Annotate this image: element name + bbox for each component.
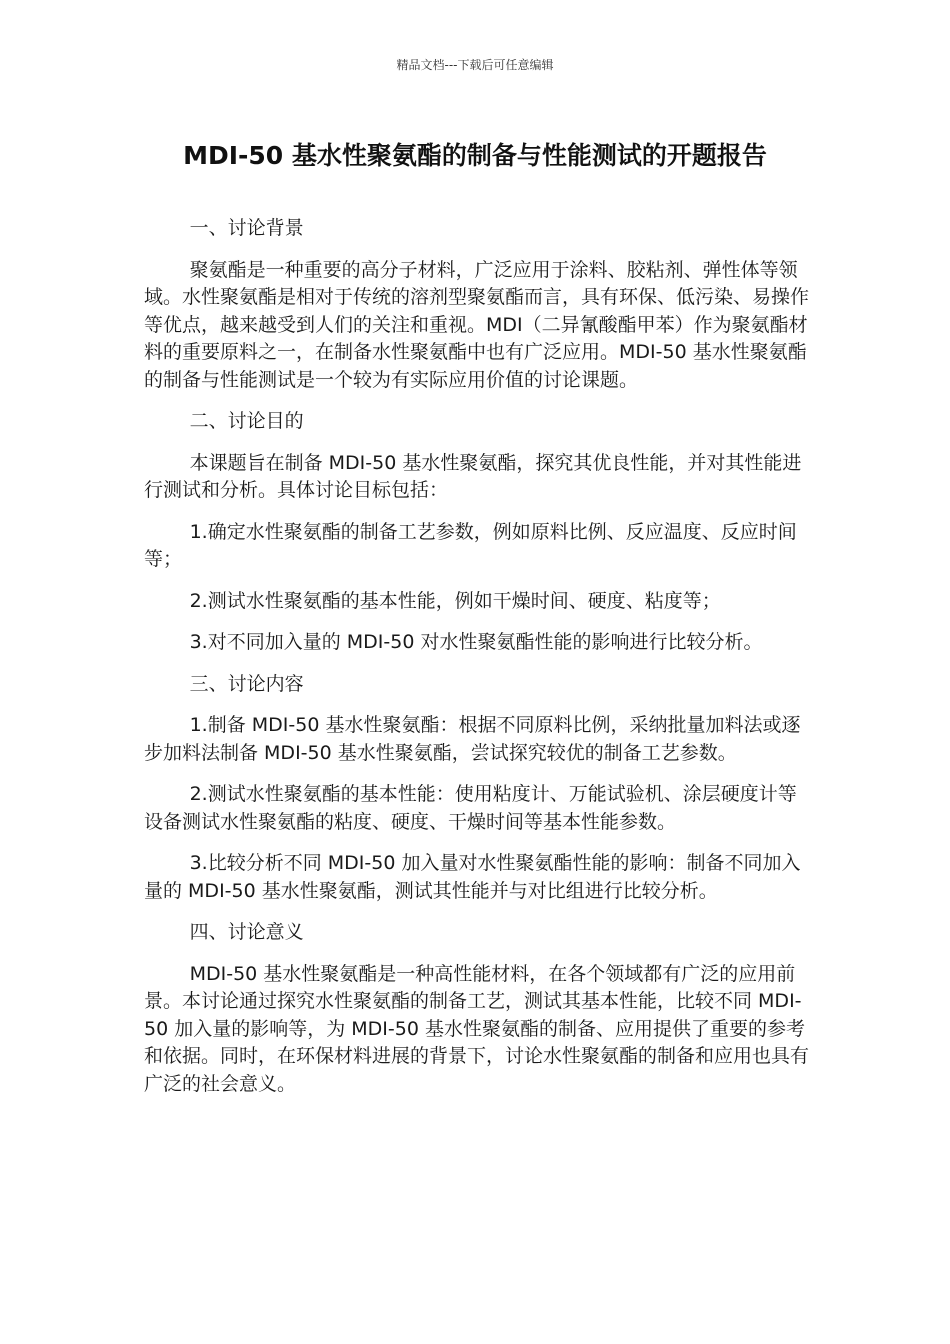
list-item-content-3: 3.比较分析不同 MDI-50 加入量对水性聚氨酯性能的影响：制备不同加入量的 MDI-50 基水性聚氨酯，测试其性能并与对比组进行比较分析。 <box>144 852 801 902</box>
paragraph-background: 聚氨酯是一种重要的高分子材料，广泛应用于涂料、胶粘剂、弹性体等领域。水性聚氨酯是相对于传统的溶剂型聚氨酯而言，具有环保、低污染、易操作等优点，越来越受到人们的关注和重视。MDI（二异氰酸酯甲苯）作为聚氨酯材料的重要原料之一，在制备水性聚氨酯中也有广泛应用。MDI-50 基水性聚氨酯的制备与性能测试是一个较为有实际应用价值的讨论课题。 <box>144 258 810 391</box>
paragraph-significance: MDI-50 基水性聚氨酯是一种高性能材料，在各个领域都有广泛的应用前景。本讨论通过探究水性聚氨酯的制备工艺，测试其基本性能，比较不同 MDI-50 加入量的影响等，为 MDI-50 基水性聚氨酯的制备、应用提供了重要的参考和依据。同时，在环保材料进展的背景下，讨论水性聚氨酯的制备和应用也具有广泛的社会意义。 <box>144 962 810 1095</box>
list-item-content-2: 2.测试水性聚氨酯的基本性能：使用粘度计、万能试验机、涂层硬度计等设备测试水性聚氨酯的粘度、硬度、干燥时间等基本性能参数。 <box>144 783 797 833</box>
paragraph-purpose-intro: 本课题旨在制备 MDI-50 基水性聚氨酯，探究其优良性能，并对其性能进行测试和分析。具体讨论目标包括： <box>144 451 802 501</box>
list-item-purpose-2: 2.测试水性聚氨酯的基本性能，例如干燥时间、硬度、粘度等； <box>189 589 721 612</box>
document-body <box>144 215 809 1112</box>
list-item-content-1: 1.制备 MDI-50 基水性聚氨酯：根据不同原料比例，采纳批量加料法或逐步加料法制备 MDI-50 基水性聚氨酯，尝试探究较优的制备工艺参数。 <box>144 714 801 764</box>
list-item-purpose-1: 1.确定水性聚氨酯的制备工艺参数，例如原料比例、反应温度、反应时间等； <box>144 520 797 570</box>
list-item-purpose-3: 3.对不同加入量的 MDI-50 对水性聚氨酯性能的影响进行比较分析。 <box>189 631 763 653</box>
header-note: 精品文档---下载后可任意编辑 <box>396 58 554 72</box>
section-heading-content: 三、讨论内容 <box>189 672 304 695</box>
section-heading-purpose: 二、讨论目的 <box>189 410 304 432</box>
document-title: MDI-50 基水性聚氨酯的制备与性能测试的开题报告 <box>183 141 767 170</box>
section-heading-significance: 四、讨论意义 <box>189 921 304 943</box>
section-heading-background: 一、讨论背景 <box>189 217 304 239</box>
